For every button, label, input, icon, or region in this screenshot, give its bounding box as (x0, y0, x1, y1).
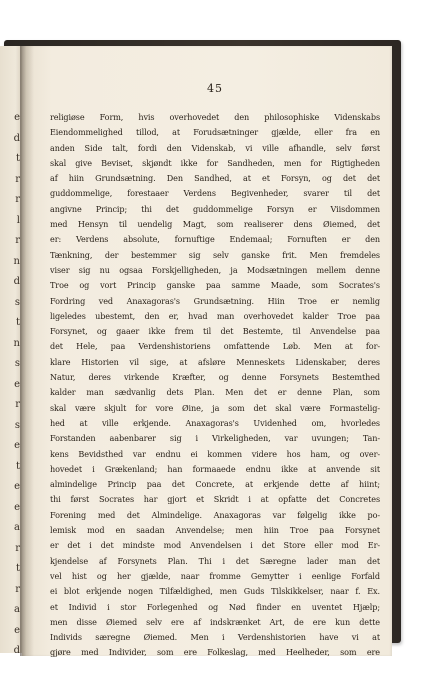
text-line: thi først Socrates har gjort et Skridt i at opfatte det Concretes (50, 494, 380, 505)
left-page-glyph: r (15, 235, 20, 246)
text-line: almindelige Princip paa det Concrete, at erkjende dette af hiint; (50, 479, 380, 490)
left-page-glyph: s (14, 296, 20, 308)
left-page-glyph: r (15, 194, 20, 205)
left-page-glyph: d (13, 132, 20, 144)
text-line: hovedet i Grækenland; han formaaede endnu ikke at anvende sit (50, 463, 380, 474)
text-line: viser sig nu ogsaa Forskjelligheden, ja Modsætningen mellem denne (50, 264, 380, 275)
text-line: men disse Øiemed selv ere af indskrænket Art, de ere kun dette (50, 616, 380, 627)
left-page-glyph: d (13, 645, 20, 653)
text-line: Individs særegne Øiemed. Men i Verdenshistorien have vi at (50, 632, 380, 643)
left-page-glyph: l (16, 214, 20, 226)
left-page-glyph: e (14, 378, 20, 390)
text-line: Eiendommelighed tillod, at Forudsætninger gjælde, eller fra en (50, 127, 380, 138)
text-line: Fordring ved Anaxagoras's Grundsætning. Hiin Troe er nemlig (50, 295, 380, 306)
left-page-glyph: n (13, 337, 20, 349)
left-page-text-fragments (2, 108, 20, 653)
text-line: Forsynet, og gaaer ikke frem til det Bestemte, til Anvendelse paa (50, 326, 380, 337)
text-line: ei blot erkjende nogen Tilfældighed, men Guds Tilskikkelser, naar f. Ex. (50, 586, 380, 597)
text-line: Natur, deres virkende Kræfter, og denne Forsynets Bestemthed (50, 372, 380, 383)
left-page-glyph: t (15, 317, 20, 328)
text-line: vel hist og her gjælde, naar fromme Gemytter i eenlige Forfald (50, 570, 380, 581)
text-line: religiøse Form, hvis overhovedet den philosophiske Videnskabs (50, 112, 380, 122)
text-line: Troe og vort Princip ganske paa samme Maade, som Socrates's (50, 280, 380, 291)
left-page-glyph: a (14, 522, 20, 533)
left-page-glyph: a (14, 604, 20, 615)
text-line: kens Bevidsthed var endnu ei kommen videre hos ham, og over- (50, 448, 380, 459)
left-page-glyph: r (15, 583, 20, 595)
text-line: gjøre med Individer, som ere Folkeslag, med Heelheder, som ere (50, 647, 380, 658)
left-page-glyph: e (14, 440, 20, 451)
text-line: skal give Beviset, skjøndt ikke for Sandheden, men for Rigtigheden (50, 157, 380, 168)
page-number: 45 (207, 82, 223, 95)
text-line: med Hensyn til uendelig Magt, som realiserer dens Øiemed, det (50, 219, 380, 230)
text-line: lemisk mod en saadan Anvendelse; men hiin Troe paa Forsynet (50, 525, 380, 536)
text-line: det Hele, paa Verdenshistoriens omfattende Løb. Men at for- (50, 341, 380, 352)
body-text (50, 110, 380, 661)
left-page-glyph: r (15, 173, 20, 185)
text-line: Forstanden aabenbarer sig i Virkeligheden, var uvungen; Tan- (50, 433, 380, 444)
left-page-glyph: e (14, 501, 20, 513)
text-line: kalder man sædvanlig dets Plan. Men det er denne Plan, som (50, 387, 380, 398)
left-page-glyph: e (14, 112, 20, 123)
left-page-glyph: r (15, 399, 20, 410)
text-line: et Individ i stor Forlegenhed og Nød finder en uventet Hjælp; (50, 601, 380, 612)
book-gutter-shadow (20, 46, 34, 656)
text-line: er det i det mindste mod Anvendelsen i det Store eller mod Er- (50, 540, 380, 551)
left-page-glyph: t (15, 460, 20, 472)
left-page-glyph: t (15, 563, 20, 574)
text-line: hed at ville erkjende. Anaxagoras's Uvidenhed om, hvorledes (50, 417, 380, 428)
text-line: ligeledes ubestemt, den er, hvad man overhovedet kalder Troe paa (50, 310, 380, 321)
text-line: skal være skjult for vore Øine, ja som det skal være Formastelig- (50, 402, 380, 413)
left-page-glyph: e (14, 624, 20, 636)
text-line: kjendelse af Forsynets Plan. Thi i det Særegne lader man det (50, 555, 380, 566)
text-line: anden Side talt, fordi den Videnskab, vi ville afhandle, selv først (50, 142, 380, 153)
left-page-glyph: d (13, 276, 20, 287)
text-line: angivne Princip; thi det guddommelige Forsyn er Viisdommen (50, 203, 380, 214)
right-page (22, 46, 392, 656)
text-line: er: Verdens absolute, fornuftige Endemaal; Fornuften er den (50, 234, 380, 245)
left-page-glyph: e (14, 481, 20, 492)
text-line: Forening med det Almindelige. Anaxagoras var følgelig ikke po- (50, 509, 380, 520)
left-page-glyph: s (14, 419, 20, 431)
text-line: af hiin Grundsætning. Den Sandhed, at et Forsyn, og det det (50, 173, 380, 184)
text-line: klare Historien vil sige, at afsløre Menneskets Lidenskaber, deres (50, 356, 380, 367)
left-page-glyph: n (13, 255, 20, 267)
left-page-glyph: r (15, 542, 20, 554)
text-line: Tænkning, der bestemmer sig selv ganske frit. Men fremdeles (50, 249, 380, 260)
left-page-glyph: t (15, 153, 20, 164)
left-page-glyph: s (14, 358, 20, 369)
text-line: guddommelige, forestaaer Verdens Begivenheder, svarer til det (50, 188, 380, 199)
left-page-edge (0, 46, 22, 653)
